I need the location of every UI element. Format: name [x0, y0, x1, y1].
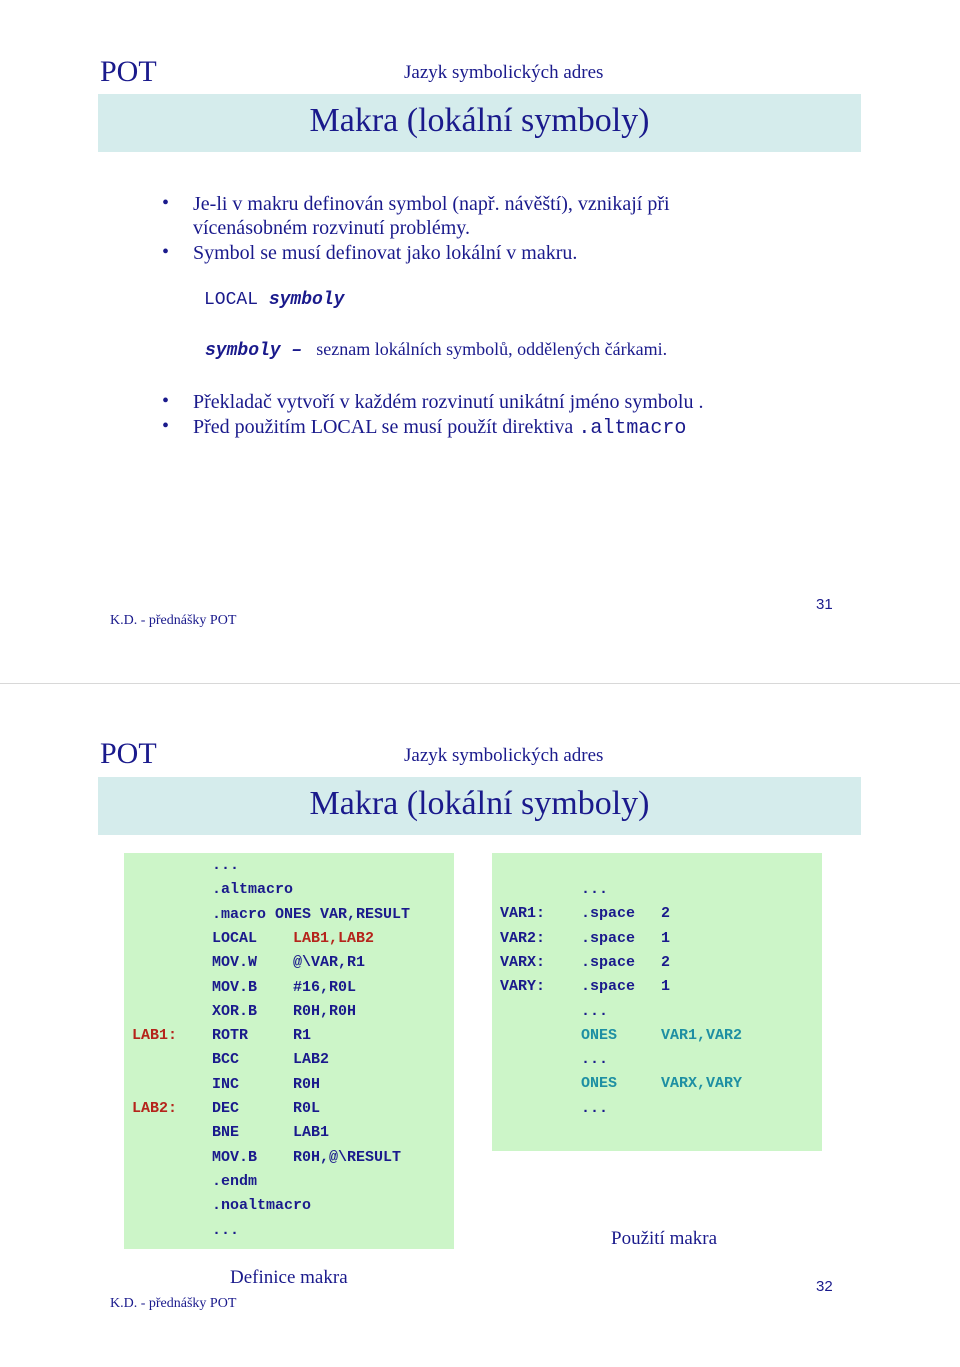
code-operand: LAB1 [293, 1124, 330, 1142]
bullet-text [193, 415, 686, 441]
title-banner [98, 777, 861, 835]
code-mnemonic: MOV.W [212, 954, 258, 972]
code-operand: R0H [293, 1075, 321, 1093]
code-mnemonic: XOR.B [212, 1002, 258, 1020]
code-mnemonic: .endm [212, 1172, 258, 1190]
code-mnemonic: BCC [212, 1051, 240, 1069]
bullet-dot: • [162, 241, 170, 263]
bullet-line: vícenásobném rozvinutí problémy. [193, 217, 470, 239]
code-operand: R0L [293, 1100, 321, 1117]
code-operand: VARX,VARY [661, 1075, 743, 1093]
macro-definition-box [124, 853, 454, 1249]
code-mnemonic: DEC [212, 1100, 240, 1117]
pot-logo: POT [100, 737, 157, 770]
code-mnemonic: .noaltmacro [212, 1197, 312, 1215]
pot-logo: POT [100, 55, 157, 88]
code-mnemonic: ONES [581, 1026, 618, 1044]
code-mnemonic: .space [581, 953, 636, 971]
footer-author: K.D. - přednášky POT [110, 613, 237, 628]
code-mnemonic: .space [581, 929, 636, 947]
bullet-dot: • [162, 192, 170, 214]
bullet-dot: • [162, 415, 170, 437]
code-operand: LAB1,LAB2 [293, 929, 375, 947]
symboly-description [205, 339, 667, 361]
bullet-text [193, 192, 670, 240]
code-mnemonic: LOCAL [212, 929, 258, 947]
code-label: LAB1: [132, 1027, 178, 1045]
usage-caption: Použití makra [611, 1228, 718, 1249]
code-operand: R0H,R0H [293, 1002, 357, 1020]
code-label: LAB2: [132, 1100, 178, 1117]
code-mnemonic: .space [581, 978, 636, 996]
code-operand: R0H,@\RESULT [293, 1148, 402, 1166]
bullet-dot: • [162, 390, 170, 412]
code-mnemonic: ... [581, 1051, 609, 1069]
bullet-line: Je-li v makru definován symbol (např. návěští), vznikají při [193, 193, 670, 215]
bullet-line: Před použitím LOCAL se musí použít direktiva [193, 416, 574, 438]
code-label: VAR2: [500, 929, 546, 947]
code-mnemonic: .altmacro [212, 881, 294, 899]
bullet-text: Překladač vytvoří v každém rozvinutí unikátní jméno symbolu . [193, 391, 704, 413]
code-label: VAR1: [500, 905, 546, 923]
slide-subtitle: Jazyk symbolických adres [404, 745, 604, 766]
slide-subtitle: Jazyk symbolických adres [404, 62, 604, 83]
code-mnemonic: .space [581, 905, 636, 923]
symboly-text: seznam lokálních symbolů, oddělených čárkami. [316, 339, 668, 359]
code-mnemonic: ... [212, 1221, 240, 1239]
slide-32 [0, 684, 960, 1367]
page-number: 31 [816, 596, 833, 613]
macro-usage-box [492, 853, 822, 1151]
code-mnemonic: ... [581, 1002, 609, 1020]
code-operand: 1 [661, 929, 671, 947]
code-mnemonic: MOV.B [212, 1148, 258, 1166]
definition-caption: Definice makra [230, 1267, 348, 1288]
code-mnemonic: INC [212, 1075, 240, 1093]
local-argument: symboly [268, 290, 345, 310]
code-mnemonic: .macro ONES VAR,RESULT [212, 905, 411, 923]
code-operand: 2 [661, 953, 671, 971]
code-label: VARY: [500, 978, 546, 996]
slide-title: Makra (lokální symboly) [309, 785, 650, 822]
slide-title: Makra (lokální symboly) [309, 102, 650, 139]
code-mnemonic: ONES [581, 1075, 618, 1093]
code-operand: R1 [293, 1027, 312, 1045]
symboly-keyword: symboly – [205, 341, 303, 361]
code-operand: LAB2 [293, 1051, 330, 1069]
code-operand: 1 [661, 978, 671, 996]
code-operand: VAR1,VAR2 [661, 1026, 743, 1044]
altmacro-directive: .altmacro [578, 417, 687, 440]
local-keyword: LOCAL [204, 290, 259, 310]
code-mnemonic: ... [581, 881, 609, 898]
footer-author: K.D. - přednášky POT [110, 1296, 237, 1311]
code-label: VARX: [500, 953, 546, 971]
code-mnemonic: ... [581, 1099, 609, 1117]
code-operand: 2 [661, 905, 671, 923]
code-mnemonic: MOV.B [212, 978, 258, 996]
local-syntax [204, 290, 344, 310]
code-mnemonic: ROTR [212, 1027, 249, 1045]
code-operand: @\VAR,R1 [293, 954, 366, 972]
code-mnemonic: BNE [212, 1124, 240, 1142]
title-banner [98, 94, 861, 152]
page-number: 32 [816, 1278, 833, 1295]
code-operand: #16,R0L [293, 978, 357, 996]
bullet-text: Symbol se musí definovat jako lokální v makru. [193, 242, 578, 264]
code-mnemonic: ... [212, 857, 240, 874]
